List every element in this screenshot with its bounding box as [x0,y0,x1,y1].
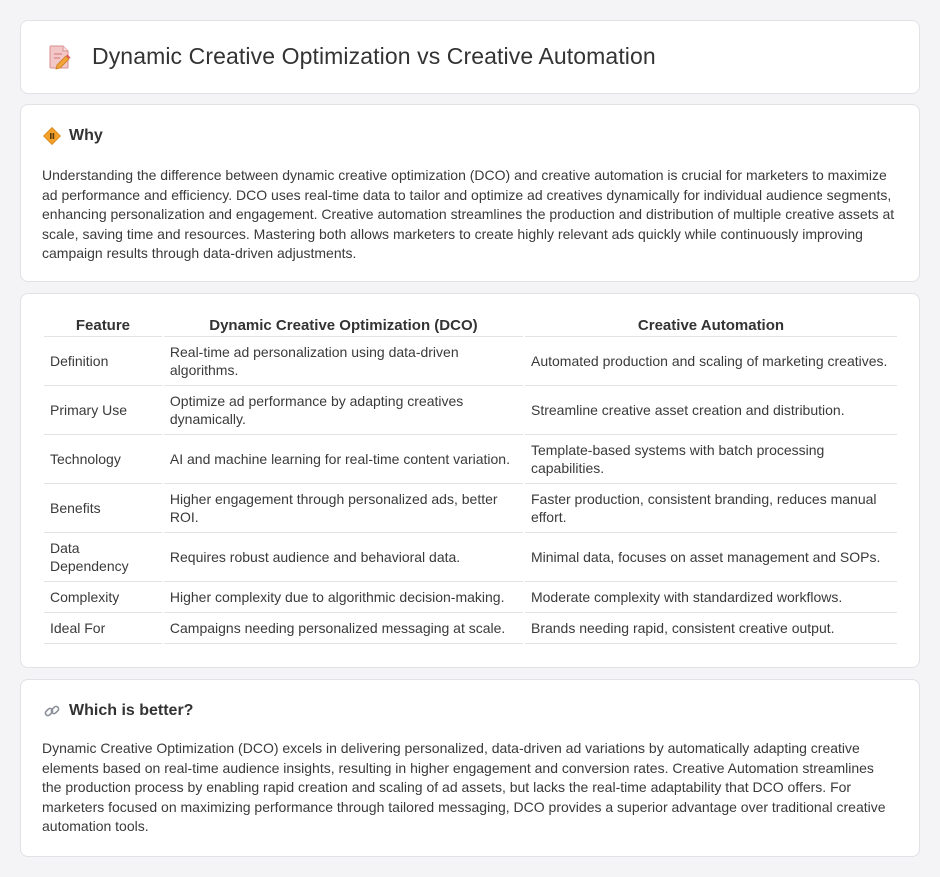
why-section [20,104,920,282]
better-text: Dynamic Creative Optimization (DCO) excels in delivering personalized, data-driven ad variations by automatically adapting creative elements based on real-time audience insights, resulting in higher engagement and conversion rates. Creative Automation streamlines the production process by enabling rapid creation and scaling of ad assets, but lacks the real-time adaptability that DCO offers. For marketers focused on maximizing performance through tailored messaging, DCO provides a superior advantage over traditional creative automation tools. [42,740,886,835]
cell-dco: Requires robust audience and behavioral data. [164,533,523,582]
cell-automation: Streamline creative asset creation and distribution. [525,386,897,435]
cell-feature: Definition [44,337,162,386]
table-row [44,484,897,533]
cell-automation: Moderate complexity with standardized workflows. [525,582,897,613]
why-heading: Why [69,127,103,144]
cell-dco: Real-time ad personalization using data-driven algorithms. [164,337,523,386]
table-row [44,386,897,435]
comparison-table [42,317,899,644]
cell-dco: Higher complexity due to algorithmic decision-making. [164,582,523,613]
page-title: Dynamic Creative Optimization vs Creative Automation [92,43,656,69]
cell-feature: Complexity [44,582,162,613]
better-heading: Which is better? [69,702,194,719]
title-row [48,43,656,70]
link-icon [43,702,61,720]
header-dco: Dynamic Creative Optimization (DCO) [164,317,523,337]
pencil-document-icon [48,44,72,70]
cell-feature: Benefits [44,484,162,533]
cell-feature: Ideal For [44,613,162,644]
cell-feature: Technology [44,435,162,484]
header-feature: Feature [44,317,162,337]
cell-dco: Higher engagement through personalized ads, better ROI. [164,484,523,533]
why-text: Understanding the difference between dynamic creative optimization (DCO) and creative automation is crucial for marketers to maximize ad performance and efficiency. DCO uses real-time data to tailor and optimize ad creatives dynamically for individual audience segments, enhancing personalization and engagement. Creative automation streamlines the production and distribution of multiple creative assets at scale, saving time and resources. Mastering both allows marketers to create highly relevant ads quickly while continuously improving campaign results through data-driven adjustments. [42,167,895,262]
table-header-row [44,317,897,337]
cell-automation: Brands needing rapid, consistent creative output. [525,613,897,644]
why-heading-row [43,127,103,145]
which-better-section [20,679,920,857]
table-row [44,337,897,386]
cell-feature: Data Dependency [44,533,162,582]
cell-dco: AI and machine learning for real-time content variation. [164,435,523,484]
better-heading-row [43,702,193,720]
cell-automation: Automated production and scaling of marketing creatives. [525,337,897,386]
cell-dco: Campaigns needing personalized messaging at scale. [164,613,523,644]
title-card [20,20,920,94]
table-row [44,582,897,613]
table-row [44,533,897,582]
cell-dco: Optimize ad performance by adapting creatives dynamically. [164,386,523,435]
cell-automation: Minimal data, focuses on asset management and SOPs. [525,533,897,582]
header-automation: Creative Automation [525,317,897,337]
cell-automation: Template-based systems with batch processing capabilities. [525,435,897,484]
diamond-sign-icon [43,127,61,145]
cell-automation: Faster production, consistent branding, reduces manual effort. [525,484,897,533]
cell-feature: Primary Use [44,386,162,435]
table-row [44,613,897,644]
comparison-section [20,293,920,668]
table-row [44,435,897,484]
